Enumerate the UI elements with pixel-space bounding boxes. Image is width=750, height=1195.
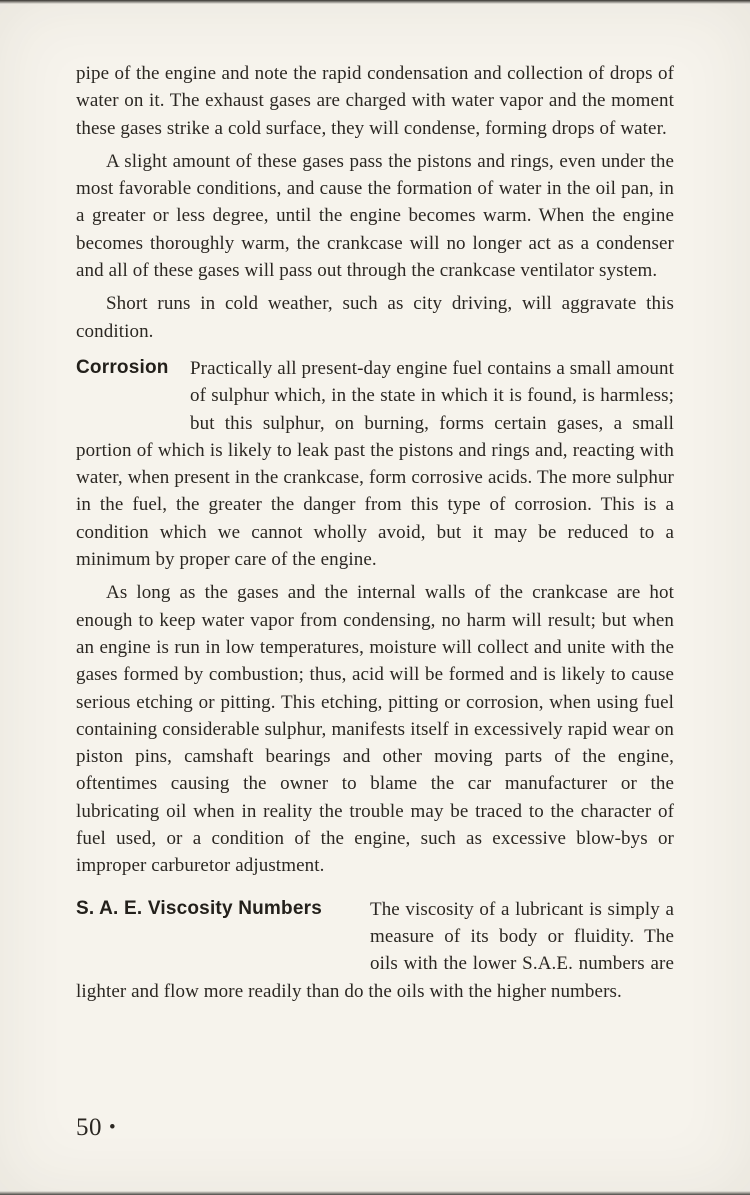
corrosion-heading: Corrosion (76, 356, 169, 378)
page-number-value: 50 (76, 1114, 102, 1141)
scan-edge-bottom (0, 1191, 750, 1195)
paragraph-corrosion-etching: As long as the gases and the internal walls of the crankcase are hot enough to keep water vapor from condensing, no harm will result; but when an engine is run in low temperatures, moisture will collect and unite with the gases formed by combustion; thus, acid will be formed and is likely to cause serious etching or pitting. This etching, pitting or corrosion, when using fuel containing considerable sulphur, manifests itself in excessively rapid wear on piston pins, camshaft bearings and other moving parts of the engine, oftentimes causing the owner to blame the car manufacturer or the lubricating oil when in reality the trouble may be traced to the character of fuel used, or a condition of the engine, such as excessive blow-bys or improper carburetor adjustment. (76, 582, 674, 877)
scan-edge-top (0, 0, 750, 4)
page-number-bullet: • (109, 1117, 117, 1138)
page-content (76, 60, 674, 1011)
paragraph-gases-pistons: A slight amount of these gases pass the pistons and rings, even under the most favorable conditions, and cause the formation of water in the oil pan, in a greater or less degree, until the engine becomes warm. When the engine becomes thoroughly warm, the crankcase will no longer act as a condenser and all of these gases will pass out through the crankcase ventilator system. (76, 150, 674, 282)
sae-viscosity-heading: S. A. E. Viscosity Numbers (76, 897, 322, 919)
corrosion-body-text: Practically all present-day engine fuel contains a small amount of sulphur which, in the state in which it is found, is harmless; but this sulphur, on burning, forms certain gases, a small portion of which is likely to leak past the pistons and rings and, reacting with water, when present in the crankcase, form corrosive acids. The more sulphur in the fuel, the greater the danger from this type of corrosion. This is a condition which we cannot wholly avoid, but it may be reduced to a minimum by proper care of the engine. (76, 357, 674, 571)
section-sae-viscosity (76, 896, 674, 1005)
paragraph-short-runs: Short runs in cold weather, such as city driving, will aggravate this condition. (76, 293, 674, 342)
sae-body-text: The viscosity of a lubricant is simply a measure of its body or fluidity. The oils with the lower S.A.E. numbers are lighter and flow more readily than do the oils with the higher numbers. (76, 898, 674, 1002)
section-corrosion (76, 355, 674, 880)
paragraph-sae-viscosity (76, 896, 674, 1005)
page-number (76, 1114, 116, 1142)
paragraph-corrosion-intro (76, 355, 674, 573)
paragraph-condensation-continuation: pipe of the engine and note the rapid condensation and collection of drops of water on it. The exhaust gases are charged with water vapor and the moment these gases strike a cold surface, they will condense, forming drops of water. (76, 63, 674, 139)
